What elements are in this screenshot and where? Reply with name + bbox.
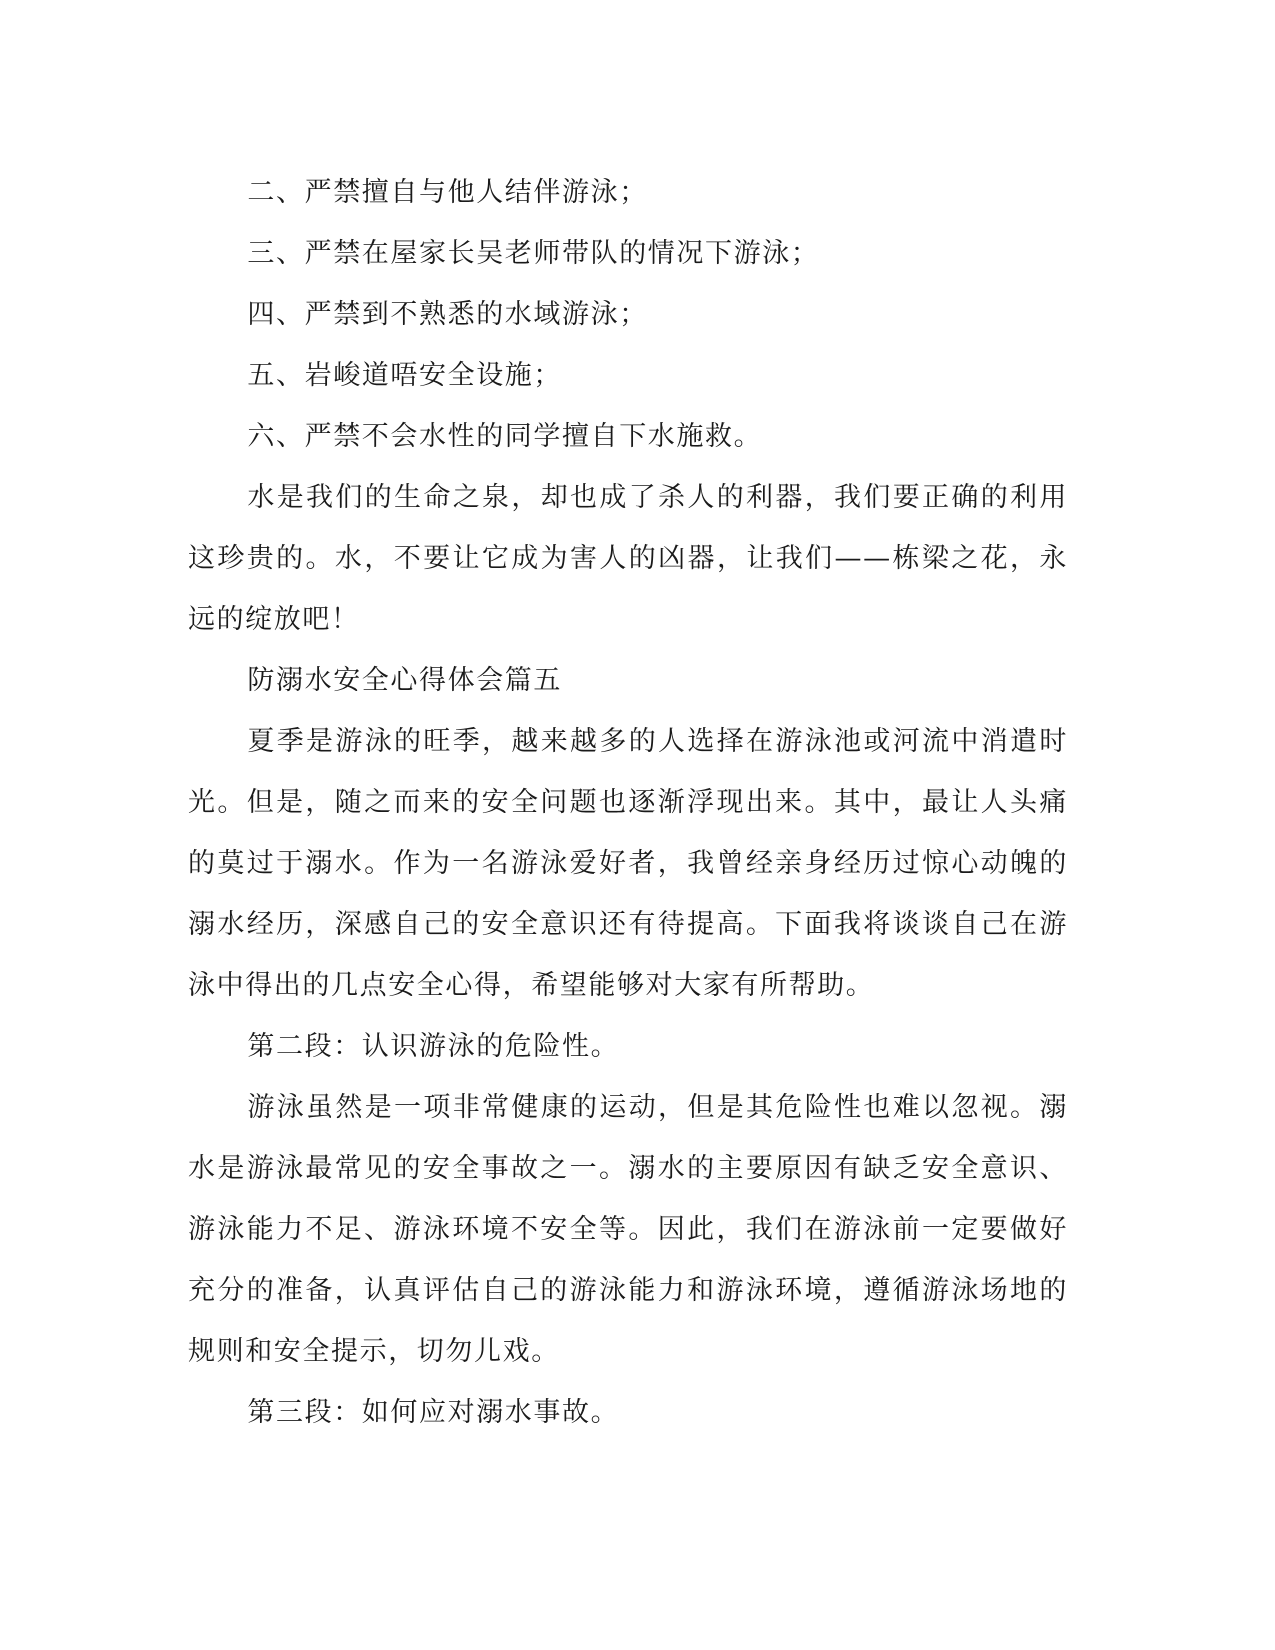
section-heading: 防溺水安全心得体会篇五 bbox=[247, 665, 562, 696]
document-body bbox=[188, 162, 1068, 1443]
rule-item-4: 四、严禁到不熟悉的水域游泳； bbox=[247, 299, 648, 330]
intro-paragraph: 夏季是游泳的旺季，越来越多的人选择在游泳池或河流中消遣时光。但是，随之而来的安全问题也逐渐浮现出来。其中，最让人头痛的莫过于溺水。作为一名游泳爱好者，我曾经亲身经历过惊心动魄的溺水经历，深感自己的安全意识还有待提高。下面我将谈谈自己在游泳中得出的几点安全心得，希望能够对大家有所帮助。 bbox=[188, 726, 1068, 1001]
rule-item-6: 六、严禁不会水性的同学擅自下水施救。 bbox=[247, 421, 763, 452]
rule-item-5: 五、岩峻道唔安全设施； bbox=[247, 360, 562, 391]
part-three-heading: 第三段：如何应对溺水事故。 bbox=[247, 1397, 620, 1428]
part-two-paragraph: 游泳虽然是一项非常健康的运动，但是其危险性也难以忽视。溺水是游泳最常见的安全事故之一。溺水的主要原因有缺乏安全意识、游泳能力不足、游泳环境不安全等。因此，我们在游泳前一定要做好充分的准备，认真评估自己的游泳能力和游泳环境，遵循游泳场地的规则和安全提示，切勿儿戏。 bbox=[188, 1092, 1068, 1367]
rule-item-3: 三、严禁在屋家长吴老师带队的情况下游泳； bbox=[247, 238, 820, 269]
rule-item-2: 二、严禁擅自与他人结伴游泳； bbox=[247, 177, 648, 208]
part-two-heading: 第二段：认识游泳的危险性。 bbox=[247, 1031, 620, 1062]
closing-paragraph: 水是我们的生命之泉，却也成了杀人的利器，我们要正确的利用这珍贵的。水，不要让它成为害人的凶器，让我们——栋梁之花，永远的绽放吧！ bbox=[188, 482, 1068, 635]
